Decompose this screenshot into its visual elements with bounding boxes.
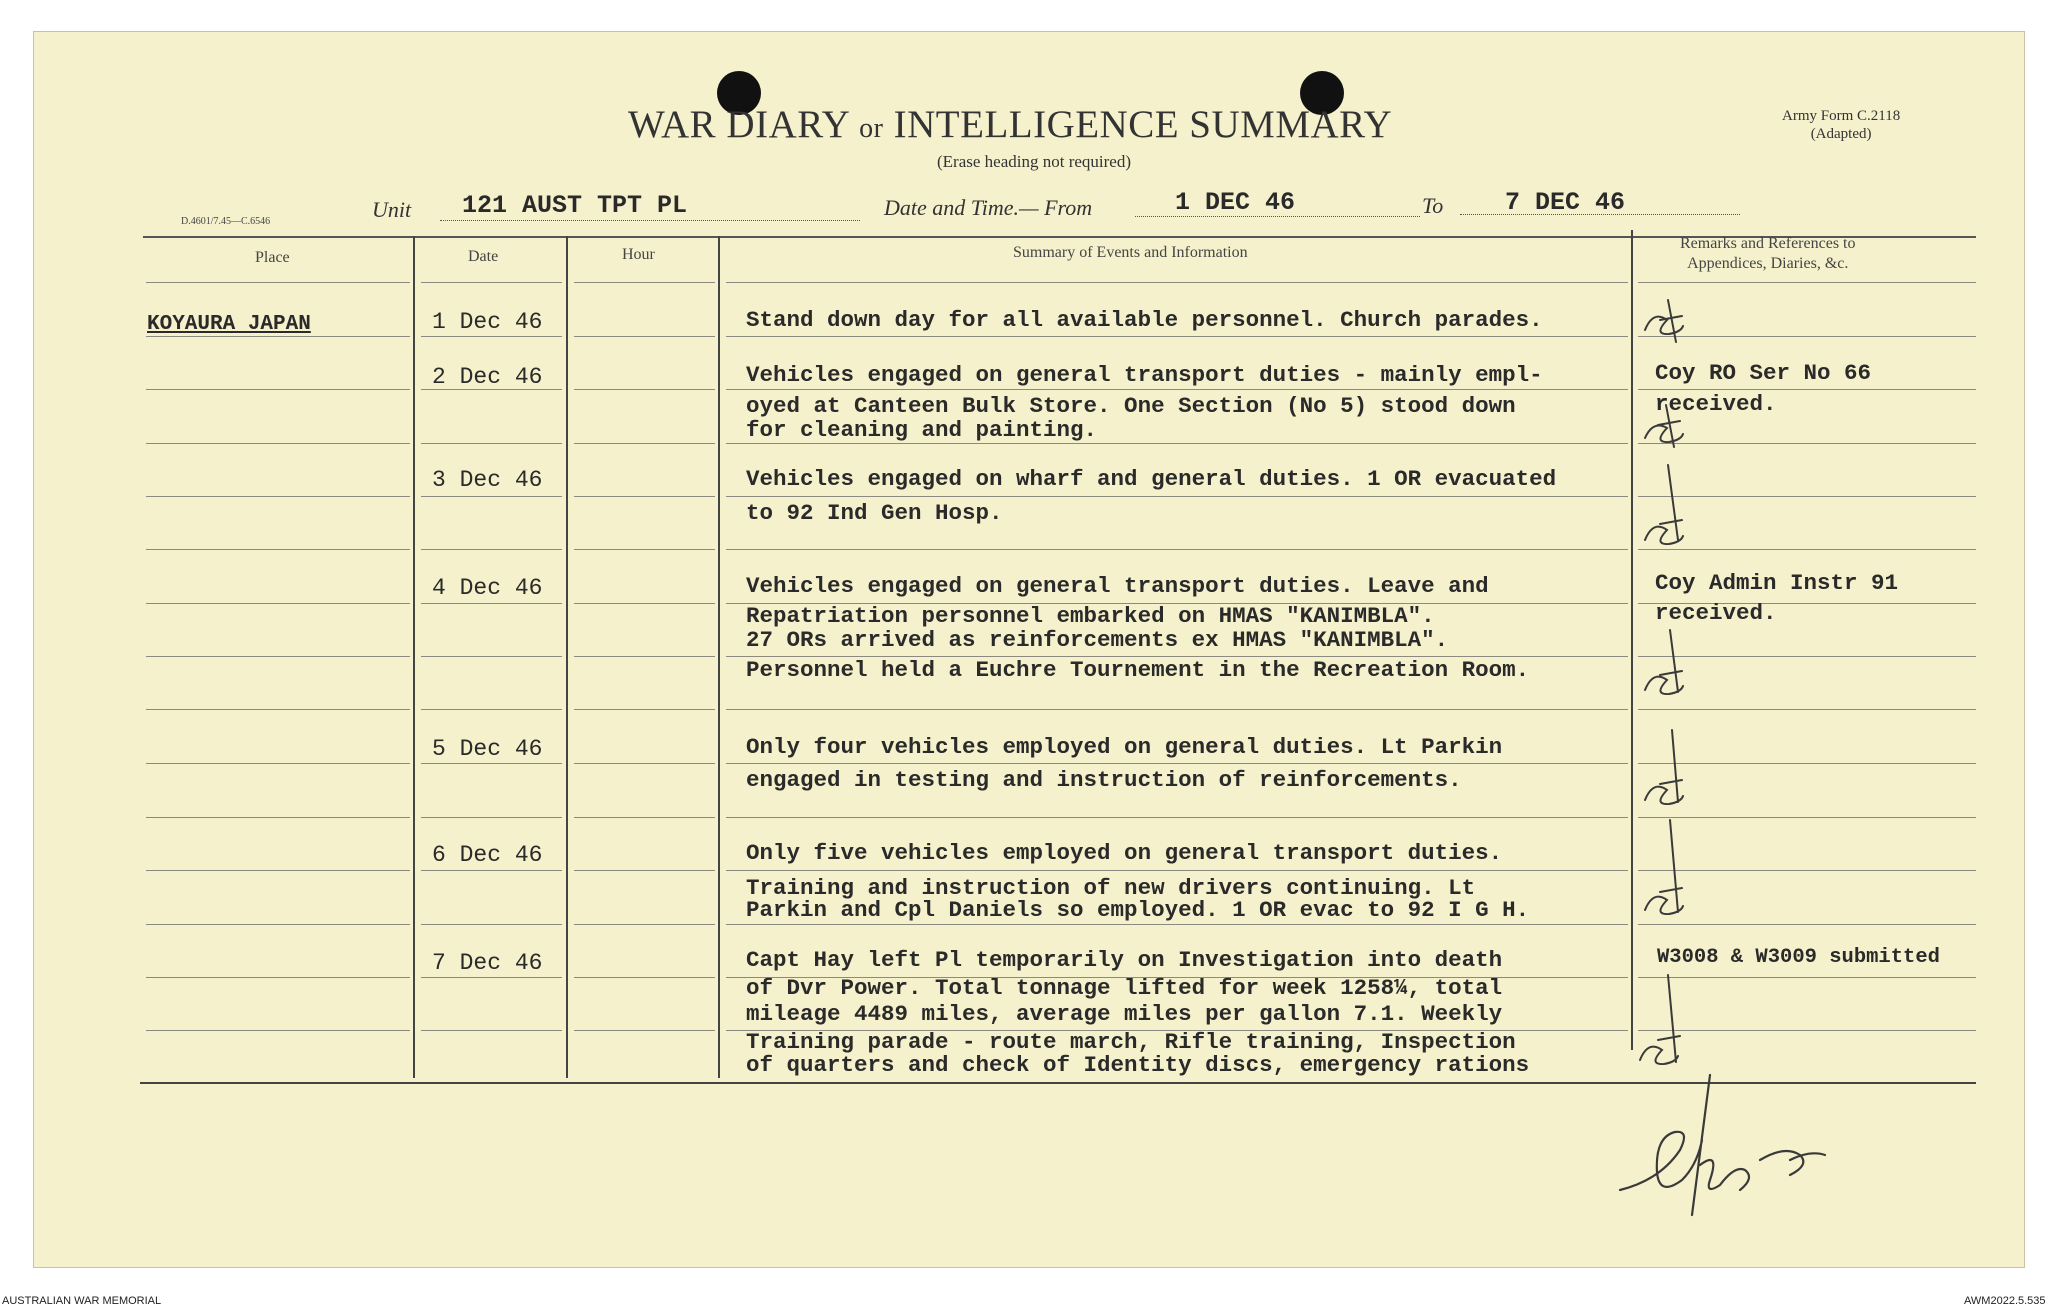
ruled-line [726,709,1628,710]
title-intelligence-summary: INTELLIGENCE SUMMARY [893,103,1393,146]
summary-line: Parkin and Cpl Daniels so employed. 1 OR evac to 92 I G H. [746,897,1530,923]
ruled-line [1638,1030,1976,1031]
summary-line: oyed at Canteen Bulk Store. One Section (No 5) stood down [746,393,1516,419]
ruled-line [421,924,562,925]
ruled-line [421,282,562,283]
column-header-place: Place [255,249,290,266]
ruled-line [726,924,1628,925]
summary-line: of quarters and check of Identity discs, emergency rations [746,1052,1530,1078]
ruled-line [421,443,562,444]
summary-line: of Dvr Power. Total tonnage lifted for week 1258¼, total [746,975,1503,1001]
to-date-value: 7 DEC 46 [1505,188,1626,217]
remark-line: Coy RO Ser No 66 [1655,360,1872,386]
ruled-line [421,817,562,818]
ruled-line [146,870,410,871]
footer-institution: AUSTRALIAN WAR MEMORIAL [2,1295,162,1307]
column-divider-summary-remarks [1631,230,1633,1050]
ruled-line [1638,763,1976,764]
army-form-label [1782,107,1900,143]
ruled-line [146,336,410,337]
ruled-line [574,603,715,604]
column-header-remarks [1680,234,1855,274]
ruled-line [146,763,410,764]
ruled-line [726,443,1628,444]
footer-reference: AWM2022.5.535 [1964,1295,2046,1307]
from-underline [1135,216,1420,217]
summary-line: Stand down day for all available personnel. Church parades. [746,307,1543,333]
ruled-line [726,817,1628,818]
ruled-line [1638,656,1976,657]
entry-date: 5 Dec 46 [432,736,543,762]
remarks-header-line1: Remarks and References to [1680,235,1856,252]
summary-line: Vehicles engaged on general transport duties. Leave and [746,573,1489,599]
column-divider-place-date [413,236,415,1078]
to-label: To [1422,193,1444,218]
ruled-line [146,709,410,710]
ruled-line [421,496,562,497]
ruled-line [726,336,1628,337]
unit-underline [440,220,860,221]
ruled-line [574,817,715,818]
entry-date: 6 Dec 46 [432,842,543,868]
summary-line: Training and instruction of new drivers continuing. Lt [746,875,1476,901]
army-form-line2: (Adapted) [1810,126,1872,142]
ruled-line [574,763,715,764]
entry-date: 3 Dec 46 [432,467,543,493]
remark-line: W3008 & W3009 submitted [1657,946,1940,969]
column-header-summary: Summary of Events and Information [1013,244,1248,261]
ruled-line [726,282,1628,283]
ruled-line [421,977,562,978]
remark-line: Coy Admin Instr 91 [1655,570,1899,596]
ruled-line [146,282,410,283]
ruled-line [146,603,410,604]
ruled-line [574,977,715,978]
summary-line: Training parade - route march, Rifle training, Inspection [746,1029,1516,1055]
summary-line: Vehicles engaged on general transport duties - mainly empl- [746,362,1543,388]
summary-line: mileage 4489 miles, average miles per gallon 7.1. Weekly [746,1001,1503,1027]
ruled-line [146,549,410,550]
ruled-line [421,656,562,657]
summary-line: Personnel held a Euchre Tournement in the Recreation Room. [746,657,1530,683]
date-time-label: Date and Time.— From [884,195,1093,220]
ruled-line [146,443,410,444]
ruled-line [421,870,562,871]
entry-date: 4 Dec 46 [432,575,543,601]
army-form-line1: Army Form C.2118 [1782,108,1901,124]
ruled-line [146,924,410,925]
summary-line: to 92 Ind Gen Hosp. [746,500,1003,526]
ruled-line [574,282,715,283]
title-or: or [859,113,884,144]
ruled-line [421,549,562,550]
summary-line: engaged in testing and instruction of reinforcements. [746,767,1462,793]
to-underline [1460,214,1740,215]
summary-line: Capt Hay left Pl temporarily on Investigation into death [746,947,1503,973]
page-title [628,102,1392,147]
remark-line: received. [1655,600,1777,626]
summary-line: for cleaning and painting. [746,417,1098,443]
ruled-line [574,443,715,444]
ruled-line [574,924,715,925]
column-divider-date-hour [566,236,568,1078]
ruled-line [1638,977,1976,978]
ruled-line [1638,924,1976,925]
ruled-line [574,656,715,657]
title-war-diary: WAR DIARY [628,103,849,146]
ruled-line [574,709,715,710]
title-subtitle: (Erase heading not required) [937,152,1131,171]
ruled-line [726,870,1628,871]
ruled-line [574,870,715,871]
summary-line: Vehicles engaged on wharf and general duties. 1 OR evacuated [746,466,1557,492]
column-divider-hour-summary [718,236,720,1078]
ruled-line [726,763,1628,764]
ruled-line [574,336,715,337]
ruled-line [1638,549,1976,550]
entry-date: 1 Dec 46 [432,309,543,335]
ruled-line [421,1030,562,1031]
ruled-line [146,817,410,818]
ruled-line [146,389,410,390]
ruled-line [146,656,410,657]
ruled-line [1638,817,1976,818]
summary-line: Only five vehicles employed on general transport duties. [746,840,1503,866]
ruled-line [726,496,1628,497]
ruled-line [421,763,562,764]
summary-line: Repatriation personnel embarked on HMAS "KANIMBLA". [746,603,1435,629]
summary-line: 27 ORs arrived as reinforcements ex HMAS "KANIMBLA". [746,627,1449,653]
remarks-header-line2: Appendices, Diaries, &c. [1687,255,1849,272]
from-date-value: 1 DEC 46 [1175,188,1296,217]
column-header-hour: Hour [622,246,655,263]
entry-date: 2 Dec 46 [432,364,543,390]
ruled-line [146,496,410,497]
table-bottom-rule [140,1082,1976,1084]
unit-label: Unit [372,197,412,222]
ruled-line [421,603,562,604]
ruled-line [1638,870,1976,871]
ruled-line [146,1030,410,1031]
ruled-line [1638,282,1976,283]
ruled-line [726,549,1628,550]
entry-date: 7 Dec 46 [432,950,543,976]
unit-value: 121 AUST TPT PL [462,191,688,220]
ruled-line [574,496,715,497]
ruled-line [421,336,562,337]
place-value: KOYAURA JAPAN [147,313,311,336]
ruled-line [574,549,715,550]
ruled-line [1638,389,1976,390]
summary-line: Only four vehicles employed on general duties. Lt Parkin [746,734,1503,760]
ruled-line [421,709,562,710]
ruled-line [1638,443,1976,444]
ruled-line [574,1030,715,1031]
ruled-line [574,389,715,390]
form-code: D.4601/7.45—C.6546 [181,216,271,227]
ruled-line [1638,496,1976,497]
remark-line: received. [1655,391,1777,417]
ruled-line [726,389,1628,390]
ruled-line [1638,709,1976,710]
ruled-line [1638,336,1976,337]
ruled-line [146,977,410,978]
column-header-date: Date [468,248,499,265]
